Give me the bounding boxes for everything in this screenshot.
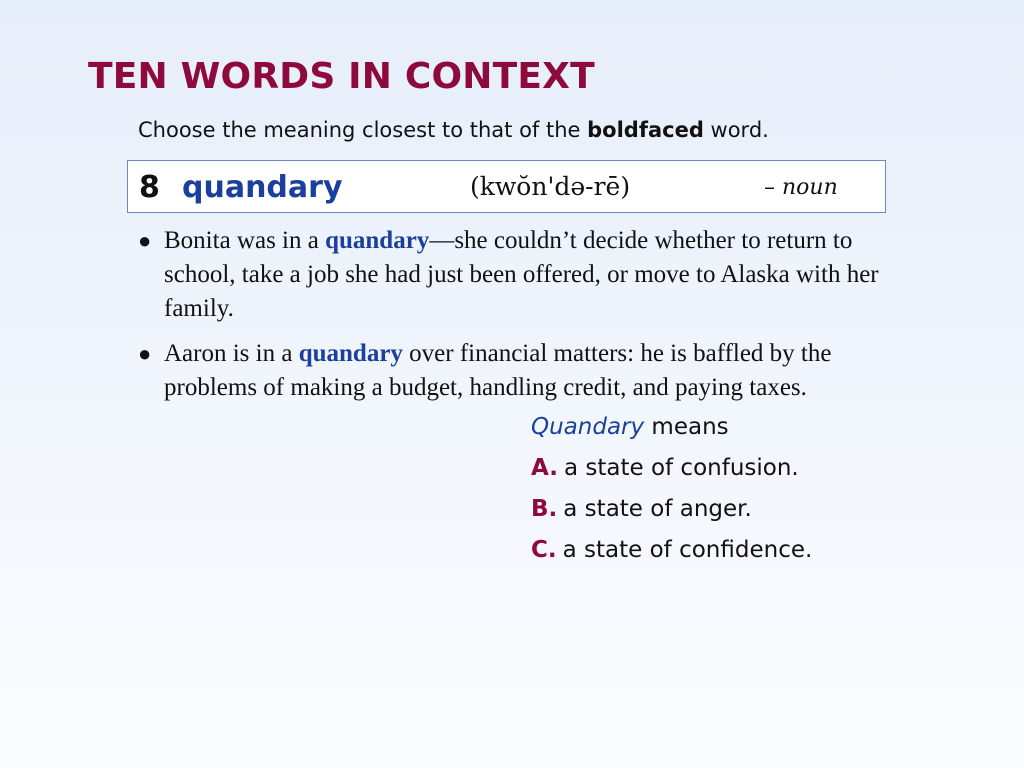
choice-text: a state of confusion. — [563, 455, 799, 481]
choice-text: a state of confidence. — [562, 537, 813, 563]
example-text — [164, 337, 918, 405]
page-title: TEN WORDS IN CONTEXT — [88, 56, 595, 97]
example-highlight-word: quandary — [298, 340, 403, 367]
word-number: 8 — [139, 170, 160, 205]
vocabulary-word-box — [127, 160, 886, 213]
choice-text: a state of anger. — [563, 496, 752, 522]
answer-choice-b[interactable] — [531, 496, 752, 522]
example-after: over financial matters: he is baffled by the problems of making a budget, handling credit, and paying taxes. — [164, 340, 832, 401]
question-rest: means — [644, 414, 729, 440]
answer-choice-a[interactable] — [531, 455, 799, 481]
word-pronunciation: (kwŏn'də-rē) — [470, 172, 631, 201]
choice-letter: B. — [531, 496, 558, 522]
part-of-speech — [764, 175, 838, 200]
example-highlight-word: quandary — [325, 227, 430, 254]
choice-letter: A. — [531, 455, 558, 481]
bullet-icon: ● — [138, 341, 152, 366]
part-of-speech-label: noun — [782, 175, 838, 200]
bullet-icon: ● — [138, 228, 152, 253]
instruction-bold-word: boldfaced — [587, 118, 704, 142]
answer-choice-c[interactable] — [531, 537, 812, 563]
instruction-before: Choose the meaning closest to that of the — [138, 118, 588, 142]
example-before: Aaron is in a — [164, 340, 299, 367]
example-sentence-1 — [138, 224, 918, 326]
part-of-speech-dash: – — [764, 175, 782, 200]
choice-letter: C. — [531, 537, 557, 563]
question-prompt — [531, 414, 729, 440]
example-text — [164, 224, 918, 326]
word-term: quandary — [182, 170, 343, 205]
example-sentence-2 — [138, 337, 918, 405]
instruction-after: word. — [703, 118, 769, 142]
example-before: Bonita was in a — [164, 227, 326, 254]
instruction-text — [138, 118, 769, 142]
example-after: —she couldn’t decide whether to return to school, take a job she had just been offered, or move to Alaska with her family. — [164, 227, 879, 322]
question-word: Quandary — [531, 414, 645, 440]
